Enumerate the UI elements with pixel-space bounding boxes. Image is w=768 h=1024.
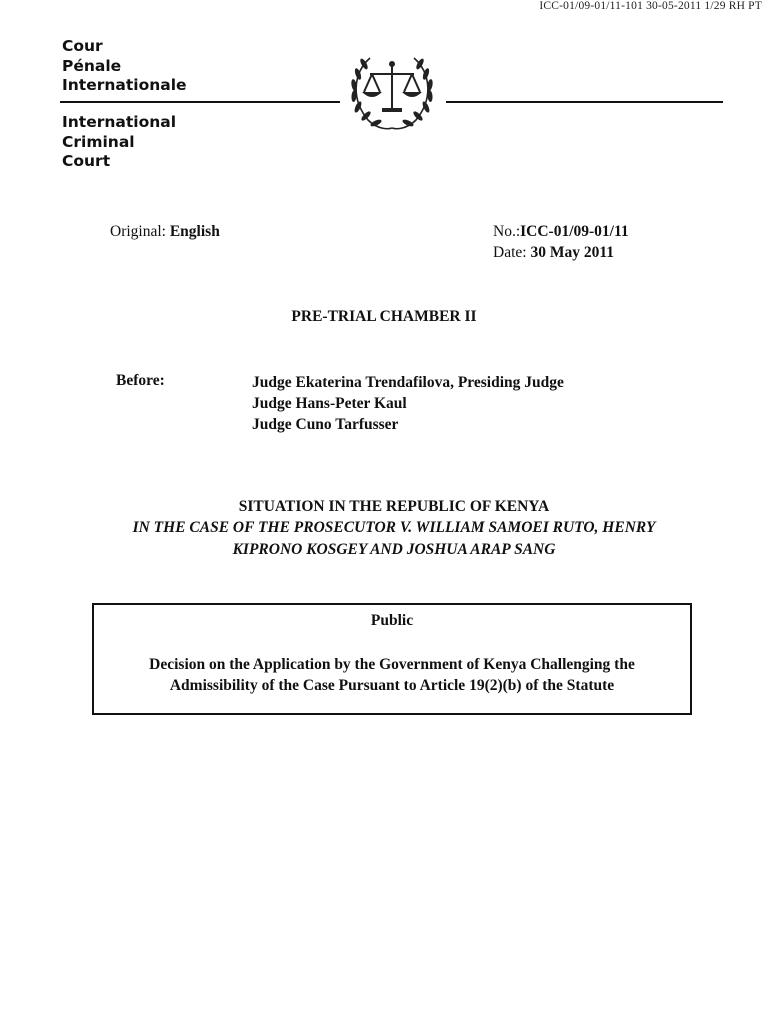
document-reference-stamp: ICC-01/09-01/11-101 30-05-2011 1/29 RH PT: [539, 0, 762, 12]
original-label: Original:: [110, 223, 166, 240]
decision-title: [94, 654, 690, 696]
case-number: [493, 223, 629, 241]
case-number-label: No.:: [493, 223, 521, 240]
judge-name: Judge Ekaterina Trendafilova, Presiding Judge: [252, 374, 564, 391]
original-value: English: [169, 223, 220, 240]
before-label: Before:: [116, 372, 165, 389]
original-language: [110, 223, 220, 241]
header-rule-right: [446, 101, 723, 103]
classification-label: Public: [370, 612, 414, 629]
header-rule-left: [60, 101, 340, 103]
court-name-fr-line: Internationale: [62, 76, 187, 94]
situation-title: SITUATION IN THE REPUBLIC OF KENYA: [238, 498, 550, 515]
court-name-en-line: International: [62, 113, 177, 131]
case-title-line: IN THE CASE OF THE PROSECUTOR V. WILLIAM SAMOEI RUTO, HENRY: [132, 519, 656, 536]
decision-title-line: Admissibility of the Case Pursuant to Article 19(2)(b) of the Statute: [169, 677, 615, 694]
case-number-value: ICC-01/09-01/11: [520, 223, 629, 240]
court-name-en-line: Court: [62, 152, 111, 170]
court-name-fr-line: Pénale: [62, 56, 122, 75]
judge-name: Judge Hans-Peter Kaul: [252, 395, 407, 412]
judge-name: Judge Cuno Tarfusser: [252, 416, 399, 433]
scales-of-justice-laurel-icon: [340, 50, 444, 134]
date-label: Date:: [493, 244, 527, 261]
date-value: 30 May 2011: [530, 244, 614, 261]
court-name-fr-line: Cour: [62, 37, 103, 55]
case-title-line: KIPRONO KOSGEY AND JOSHUA ARAP SANG: [232, 541, 556, 558]
decision-title-line: Decision on the Application by the Government of Kenya Challenging the: [149, 656, 635, 673]
chamber-title: PRE-TRIAL CHAMBER II: [291, 308, 477, 325]
court-name-french: [62, 37, 187, 96]
judges-list: [252, 372, 564, 435]
decision-title-box: [92, 603, 692, 715]
court-name-english: [62, 113, 176, 172]
court-name-en-line: Criminal: [62, 132, 135, 151]
document-date: [493, 244, 614, 262]
